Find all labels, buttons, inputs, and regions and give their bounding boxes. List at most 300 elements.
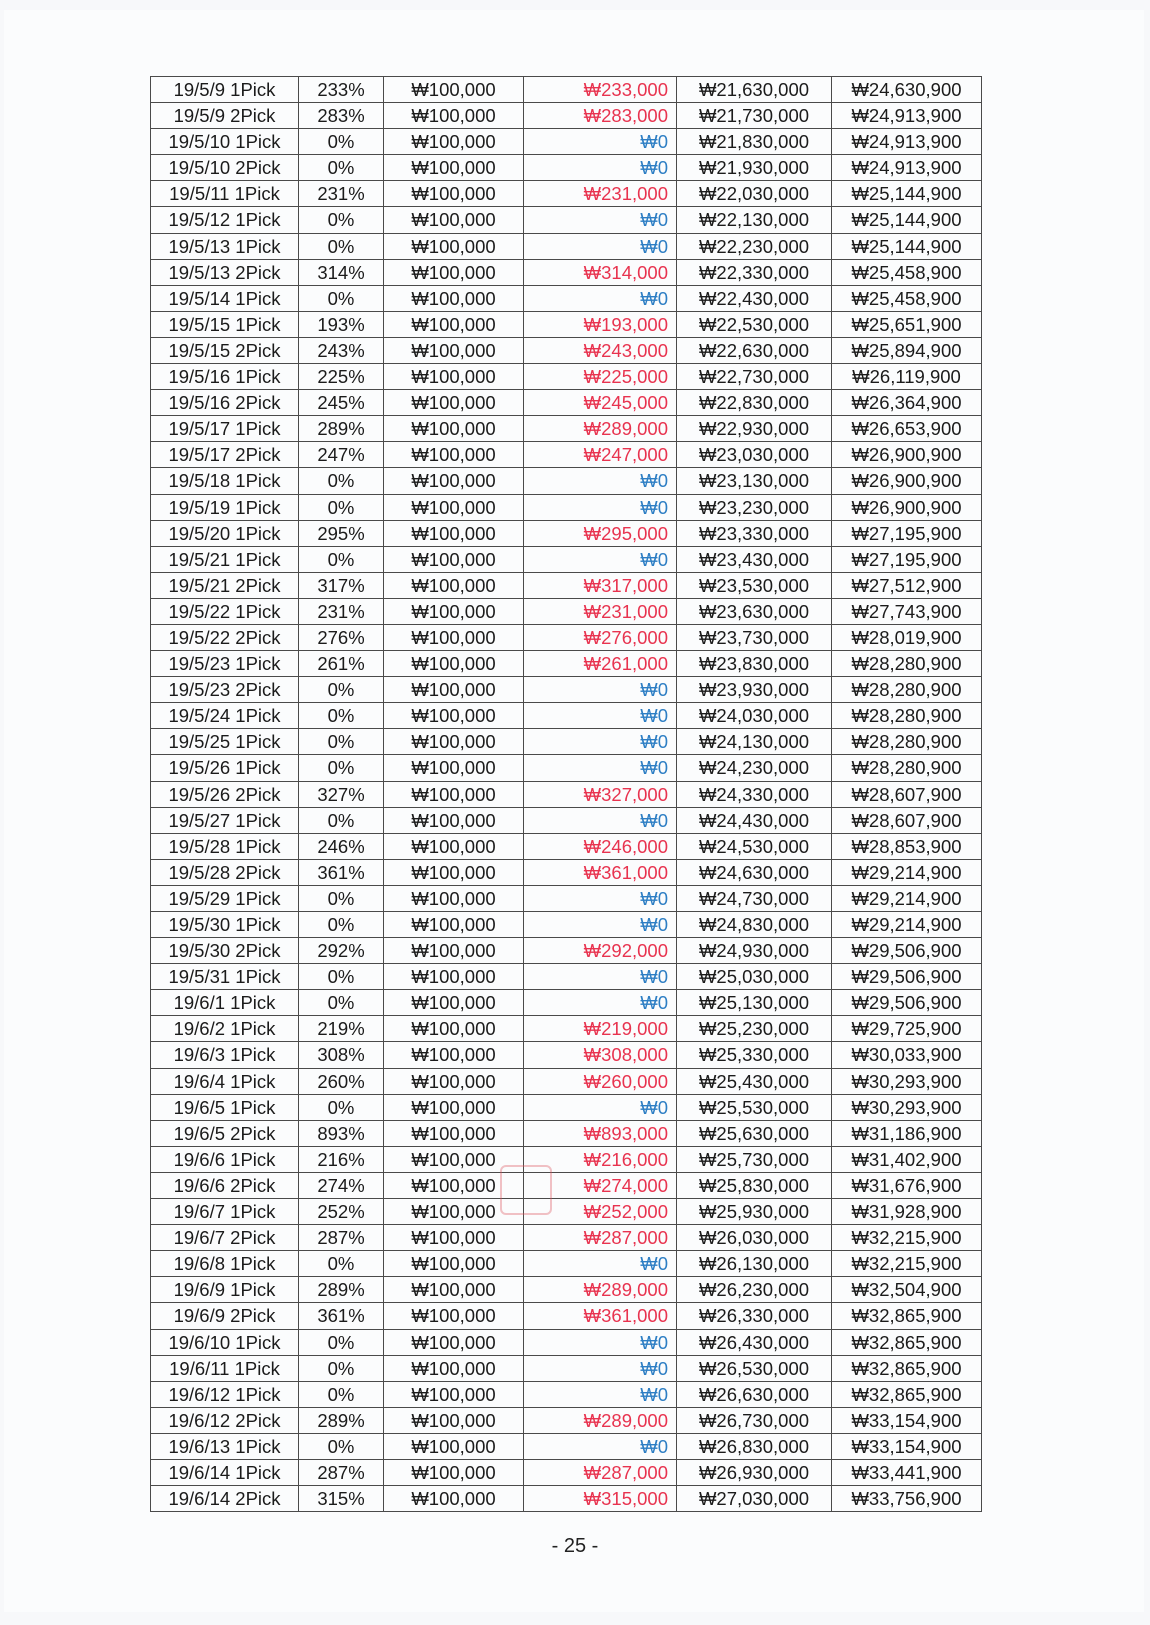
rate-cell: 0% xyxy=(299,233,384,259)
date-cell: 19/5/12 1Pick xyxy=(151,207,299,233)
cumulative-stake-cell: ₩25,830,000 xyxy=(677,1172,832,1198)
stake-cell: ₩100,000 xyxy=(384,129,524,155)
date-cell: 19/5/18 1Pick xyxy=(151,468,299,494)
cumulative-stake-cell: ₩26,130,000 xyxy=(677,1251,832,1277)
balance-cell: ₩26,900,900 xyxy=(832,468,982,494)
win-cell: ₩0 xyxy=(524,1355,677,1381)
date-cell: 19/5/24 1Pick xyxy=(151,703,299,729)
red-seal-stamp xyxy=(500,1165,552,1215)
rate-cell: 283% xyxy=(299,103,384,129)
stake-cell: ₩100,000 xyxy=(384,1355,524,1381)
table-row xyxy=(151,442,982,468)
date-cell: 19/5/19 1Pick xyxy=(151,494,299,520)
date-cell: 19/6/13 1Pick xyxy=(151,1433,299,1459)
balance-cell: ₩26,900,900 xyxy=(832,494,982,520)
stake-cell: ₩100,000 xyxy=(384,103,524,129)
rate-cell: 0% xyxy=(299,755,384,781)
rate-cell: 0% xyxy=(299,468,384,494)
cumulative-stake-cell: ₩21,730,000 xyxy=(677,103,832,129)
stake-cell: ₩100,000 xyxy=(384,259,524,285)
stake-cell: ₩100,000 xyxy=(384,1199,524,1225)
date-cell: 19/5/21 2Pick xyxy=(151,572,299,598)
win-cell: ₩246,000 xyxy=(524,833,677,859)
win-cell: ₩225,000 xyxy=(524,364,677,390)
rate-cell: 0% xyxy=(299,1094,384,1120)
rate-cell: 292% xyxy=(299,938,384,964)
rate-cell: 287% xyxy=(299,1459,384,1485)
rate-cell: 289% xyxy=(299,1277,384,1303)
table-row xyxy=(151,1068,982,1094)
balance-cell: ₩29,506,900 xyxy=(832,964,982,990)
rate-cell: 247% xyxy=(299,442,384,468)
cumulative-stake-cell: ₩24,230,000 xyxy=(677,755,832,781)
date-cell: 19/5/16 1Pick xyxy=(151,364,299,390)
table-row xyxy=(151,1407,982,1433)
table-row xyxy=(151,546,982,572)
cumulative-stake-cell: ₩25,230,000 xyxy=(677,1016,832,1042)
balance-cell: ₩26,653,900 xyxy=(832,416,982,442)
balance-cell: ₩24,630,900 xyxy=(832,77,982,103)
rate-cell: 0% xyxy=(299,494,384,520)
balance-cell: ₩30,293,900 xyxy=(832,1094,982,1120)
rate-cell: 0% xyxy=(299,207,384,233)
stake-cell: ₩100,000 xyxy=(384,781,524,807)
stake-cell: ₩100,000 xyxy=(384,1120,524,1146)
rate-cell: 0% xyxy=(299,729,384,755)
cumulative-stake-cell: ₩23,930,000 xyxy=(677,677,832,703)
balance-cell: ₩31,402,900 xyxy=(832,1146,982,1172)
date-cell: 19/5/23 1Pick xyxy=(151,651,299,677)
win-cell: ₩0 xyxy=(524,807,677,833)
rate-cell: 0% xyxy=(299,990,384,1016)
cumulative-stake-cell: ₩22,530,000 xyxy=(677,311,832,337)
rate-cell: 0% xyxy=(299,703,384,729)
balance-cell: ₩27,195,900 xyxy=(832,546,982,572)
table-row xyxy=(151,1486,982,1512)
cumulative-stake-cell: ₩26,930,000 xyxy=(677,1459,832,1485)
date-cell: 19/5/26 1Pick xyxy=(151,755,299,781)
cumulative-stake-cell: ₩21,930,000 xyxy=(677,155,832,181)
cumulative-stake-cell: ₩23,730,000 xyxy=(677,624,832,650)
table-row xyxy=(151,1172,982,1198)
table-row xyxy=(151,938,982,964)
table-row xyxy=(151,1303,982,1329)
table-row xyxy=(151,1199,982,1225)
rate-cell: 233% xyxy=(299,77,384,103)
stake-cell: ₩100,000 xyxy=(384,468,524,494)
win-cell: ₩327,000 xyxy=(524,781,677,807)
balance-cell: ₩25,144,900 xyxy=(832,233,982,259)
rate-cell: 245% xyxy=(299,390,384,416)
date-cell: 19/6/7 2Pick xyxy=(151,1225,299,1251)
table-row xyxy=(151,494,982,520)
rate-cell: 246% xyxy=(299,833,384,859)
date-cell: 19/5/22 1Pick xyxy=(151,598,299,624)
rate-cell: 243% xyxy=(299,337,384,363)
win-cell: ₩233,000 xyxy=(524,77,677,103)
balance-cell: ₩24,913,900 xyxy=(832,103,982,129)
balance-cell: ₩29,214,900 xyxy=(832,912,982,938)
cumulative-stake-cell: ₩23,030,000 xyxy=(677,442,832,468)
cumulative-stake-cell: ₩27,030,000 xyxy=(677,1486,832,1512)
cumulative-stake-cell: ₩22,930,000 xyxy=(677,416,832,442)
balance-cell: ₩28,280,900 xyxy=(832,677,982,703)
table-row xyxy=(151,337,982,363)
rate-cell: 0% xyxy=(299,1381,384,1407)
balance-cell: ₩27,743,900 xyxy=(832,598,982,624)
win-cell: ₩287,000 xyxy=(524,1225,677,1251)
date-cell: 19/6/12 2Pick xyxy=(151,1407,299,1433)
table-row xyxy=(151,624,982,650)
rate-cell: 893% xyxy=(299,1120,384,1146)
rate-cell: 0% xyxy=(299,1251,384,1277)
stake-cell: ₩100,000 xyxy=(384,77,524,103)
stake-cell: ₩100,000 xyxy=(384,233,524,259)
stake-cell: ₩100,000 xyxy=(384,546,524,572)
date-cell: 19/5/15 1Pick xyxy=(151,311,299,337)
stake-cell: ₩100,000 xyxy=(384,390,524,416)
win-cell: ₩0 xyxy=(524,990,677,1016)
table-row xyxy=(151,912,982,938)
ledger-body xyxy=(151,77,982,1512)
stake-cell: ₩100,000 xyxy=(384,181,524,207)
win-cell: ₩0 xyxy=(524,546,677,572)
page-number: - 25 - xyxy=(551,1535,599,1557)
date-cell: 19/5/30 2Pick xyxy=(151,938,299,964)
balance-cell: ₩26,900,900 xyxy=(832,442,982,468)
cumulative-stake-cell: ₩23,230,000 xyxy=(677,494,832,520)
cumulative-stake-cell: ₩25,430,000 xyxy=(677,1068,832,1094)
balance-cell: ₩32,215,900 xyxy=(832,1225,982,1251)
win-cell: ₩0 xyxy=(524,1094,677,1120)
rate-cell: 0% xyxy=(299,546,384,572)
win-cell: ₩315,000 xyxy=(524,1486,677,1512)
cumulative-stake-cell: ₩21,830,000 xyxy=(677,129,832,155)
cumulative-stake-cell: ₩22,030,000 xyxy=(677,181,832,207)
rate-cell: 314% xyxy=(299,259,384,285)
stake-cell: ₩100,000 xyxy=(384,677,524,703)
rate-cell: 225% xyxy=(299,364,384,390)
rate-cell: 193% xyxy=(299,311,384,337)
stake-cell: ₩100,000 xyxy=(384,1303,524,1329)
stake-cell: ₩100,000 xyxy=(384,1042,524,1068)
table-row xyxy=(151,1251,982,1277)
cumulative-stake-cell: ₩24,730,000 xyxy=(677,885,832,911)
stake-cell: ₩100,000 xyxy=(384,1329,524,1355)
table-row xyxy=(151,572,982,598)
win-cell: ₩219,000 xyxy=(524,1016,677,1042)
date-cell: 19/5/28 2Pick xyxy=(151,859,299,885)
date-cell: 19/6/11 1Pick xyxy=(151,1355,299,1381)
win-cell: ₩0 xyxy=(524,1381,677,1407)
win-cell: ₩361,000 xyxy=(524,859,677,885)
balance-cell: ₩25,458,900 xyxy=(832,285,982,311)
date-cell: 19/6/7 1Pick xyxy=(151,1199,299,1225)
win-cell: ₩193,000 xyxy=(524,311,677,337)
rate-cell: 252% xyxy=(299,1199,384,1225)
rate-cell: 0% xyxy=(299,1355,384,1381)
stake-cell: ₩100,000 xyxy=(384,285,524,311)
win-cell: ₩287,000 xyxy=(524,1459,677,1485)
rate-cell: 276% xyxy=(299,624,384,650)
cumulative-stake-cell: ₩22,430,000 xyxy=(677,285,832,311)
cumulative-stake-cell: ₩25,130,000 xyxy=(677,990,832,1016)
table-row xyxy=(151,1094,982,1120)
balance-cell: ₩25,458,900 xyxy=(832,259,982,285)
stake-cell: ₩100,000 xyxy=(384,1172,524,1198)
stake-cell: ₩100,000 xyxy=(384,807,524,833)
date-cell: 19/5/14 1Pick xyxy=(151,285,299,311)
table-row xyxy=(151,468,982,494)
table-row xyxy=(151,651,982,677)
rate-cell: 0% xyxy=(299,807,384,833)
date-cell: 19/5/21 1Pick xyxy=(151,546,299,572)
date-cell: 19/5/28 1Pick xyxy=(151,833,299,859)
cumulative-stake-cell: ₩25,630,000 xyxy=(677,1120,832,1146)
win-cell: ₩245,000 xyxy=(524,390,677,416)
win-cell: ₩0 xyxy=(524,677,677,703)
balance-cell: ₩28,607,900 xyxy=(832,781,982,807)
balance-cell: ₩32,865,900 xyxy=(832,1329,982,1355)
date-cell: 19/5/27 1Pick xyxy=(151,807,299,833)
date-cell: 19/5/13 1Pick xyxy=(151,233,299,259)
table-row xyxy=(151,677,982,703)
cumulative-stake-cell: ₩23,430,000 xyxy=(677,546,832,572)
balance-cell: ₩32,504,900 xyxy=(832,1277,982,1303)
win-cell: ₩0 xyxy=(524,207,677,233)
rate-cell: 0% xyxy=(299,677,384,703)
table-row xyxy=(151,233,982,259)
win-cell: ₩247,000 xyxy=(524,442,677,468)
win-cell: ₩317,000 xyxy=(524,572,677,598)
win-cell: ₩295,000 xyxy=(524,520,677,546)
stake-cell: ₩100,000 xyxy=(384,1381,524,1407)
date-cell: 19/5/10 2Pick xyxy=(151,155,299,181)
table-row xyxy=(151,155,982,181)
balance-cell: ₩28,280,900 xyxy=(832,729,982,755)
betting-ledger-table xyxy=(150,76,982,1512)
date-cell: 19/6/9 2Pick xyxy=(151,1303,299,1329)
stake-cell: ₩100,000 xyxy=(384,337,524,363)
stake-cell: ₩100,000 xyxy=(384,155,524,181)
rate-cell: 295% xyxy=(299,520,384,546)
table-row xyxy=(151,1277,982,1303)
date-cell: 19/5/9 2Pick xyxy=(151,103,299,129)
cumulative-stake-cell: ₩23,330,000 xyxy=(677,520,832,546)
table-row xyxy=(151,181,982,207)
cumulative-stake-cell: ₩24,630,000 xyxy=(677,859,832,885)
balance-cell: ₩27,195,900 xyxy=(832,520,982,546)
stake-cell: ₩100,000 xyxy=(384,990,524,1016)
date-cell: 19/6/4 1Pick xyxy=(151,1068,299,1094)
rate-cell: 0% xyxy=(299,155,384,181)
cumulative-stake-cell: ₩25,930,000 xyxy=(677,1199,832,1225)
stake-cell: ₩100,000 xyxy=(384,311,524,337)
win-cell: ₩0 xyxy=(524,1251,677,1277)
cumulative-stake-cell: ₩25,530,000 xyxy=(677,1094,832,1120)
rate-cell: 0% xyxy=(299,912,384,938)
cumulative-stake-cell: ₩21,630,000 xyxy=(677,77,832,103)
rate-cell: 327% xyxy=(299,781,384,807)
balance-cell: ₩28,280,900 xyxy=(832,651,982,677)
rate-cell: 231% xyxy=(299,181,384,207)
balance-cell: ₩28,019,900 xyxy=(832,624,982,650)
table-row xyxy=(151,1225,982,1251)
balance-cell: ₩28,280,900 xyxy=(832,703,982,729)
date-cell: 19/5/22 2Pick xyxy=(151,624,299,650)
stake-cell: ₩100,000 xyxy=(384,1277,524,1303)
stake-cell: ₩100,000 xyxy=(384,1146,524,1172)
balance-cell: ₩32,865,900 xyxy=(832,1355,982,1381)
date-cell: 19/6/14 2Pick xyxy=(151,1486,299,1512)
date-cell: 19/6/5 1Pick xyxy=(151,1094,299,1120)
cumulative-stake-cell: ₩26,830,000 xyxy=(677,1433,832,1459)
balance-cell: ₩31,676,900 xyxy=(832,1172,982,1198)
balance-cell: ₩27,512,900 xyxy=(832,572,982,598)
date-cell: 19/5/23 2Pick xyxy=(151,677,299,703)
stake-cell: ₩100,000 xyxy=(384,572,524,598)
cumulative-stake-cell: ₩26,730,000 xyxy=(677,1407,832,1433)
rate-cell: 287% xyxy=(299,1225,384,1251)
date-cell: 19/6/14 1Pick xyxy=(151,1459,299,1485)
table-row xyxy=(151,703,982,729)
stake-cell: ₩100,000 xyxy=(384,938,524,964)
cumulative-stake-cell: ₩24,330,000 xyxy=(677,781,832,807)
table-row xyxy=(151,77,982,103)
balance-cell: ₩24,913,900 xyxy=(832,129,982,155)
cumulative-stake-cell: ₩22,130,000 xyxy=(677,207,832,233)
date-cell: 19/5/13 2Pick xyxy=(151,259,299,285)
stake-cell: ₩100,000 xyxy=(384,494,524,520)
table-row xyxy=(151,1381,982,1407)
table-row xyxy=(151,1355,982,1381)
rate-cell: 0% xyxy=(299,885,384,911)
win-cell: ₩893,000 xyxy=(524,1120,677,1146)
cumulative-stake-cell: ₩24,130,000 xyxy=(677,729,832,755)
stake-cell: ₩100,000 xyxy=(384,364,524,390)
win-cell: ₩289,000 xyxy=(524,416,677,442)
stake-cell: ₩100,000 xyxy=(384,1225,524,1251)
stake-cell: ₩100,000 xyxy=(384,442,524,468)
date-cell: 19/6/2 1Pick xyxy=(151,1016,299,1042)
win-cell: ₩0 xyxy=(524,755,677,781)
stake-cell: ₩100,000 xyxy=(384,1486,524,1512)
rate-cell: 289% xyxy=(299,416,384,442)
cumulative-stake-cell: ₩22,630,000 xyxy=(677,337,832,363)
table-row xyxy=(151,520,982,546)
rate-cell: 317% xyxy=(299,572,384,598)
table-row xyxy=(151,807,982,833)
balance-cell: ₩31,928,900 xyxy=(832,1199,982,1225)
table-row xyxy=(151,390,982,416)
date-cell: 19/5/20 1Pick xyxy=(151,520,299,546)
cumulative-stake-cell: ₩23,130,000 xyxy=(677,468,832,494)
rate-cell: 274% xyxy=(299,1172,384,1198)
balance-cell: ₩25,651,900 xyxy=(832,311,982,337)
cumulative-stake-cell: ₩24,830,000 xyxy=(677,912,832,938)
balance-cell: ₩33,441,900 xyxy=(832,1459,982,1485)
cumulative-stake-cell: ₩24,430,000 xyxy=(677,807,832,833)
date-cell: 19/6/6 1Pick xyxy=(151,1146,299,1172)
win-cell: ₩0 xyxy=(524,468,677,494)
rate-cell: 0% xyxy=(299,1329,384,1355)
balance-cell: ₩29,506,900 xyxy=(832,990,982,1016)
table-row xyxy=(151,755,982,781)
balance-cell: ₩33,154,900 xyxy=(832,1407,982,1433)
table-row xyxy=(151,1146,982,1172)
win-cell: ₩0 xyxy=(524,885,677,911)
date-cell: 19/6/12 1Pick xyxy=(151,1381,299,1407)
table-row xyxy=(151,781,982,807)
cumulative-stake-cell: ₩26,430,000 xyxy=(677,1329,832,1355)
win-cell: ₩243,000 xyxy=(524,337,677,363)
win-cell: ₩231,000 xyxy=(524,181,677,207)
cumulative-stake-cell: ₩25,730,000 xyxy=(677,1146,832,1172)
table-row xyxy=(151,207,982,233)
cumulative-stake-cell: ₩22,330,000 xyxy=(677,259,832,285)
table-row xyxy=(151,1042,982,1068)
table-row xyxy=(151,1016,982,1042)
rate-cell: 261% xyxy=(299,651,384,677)
stake-cell: ₩100,000 xyxy=(384,1068,524,1094)
date-cell: 19/5/25 1Pick xyxy=(151,729,299,755)
win-cell: ₩0 xyxy=(524,729,677,755)
cumulative-stake-cell: ₩22,830,000 xyxy=(677,390,832,416)
stake-cell: ₩100,000 xyxy=(384,1459,524,1485)
balance-cell: ₩28,607,900 xyxy=(832,807,982,833)
win-cell: ₩292,000 xyxy=(524,938,677,964)
date-cell: 19/5/26 2Pick xyxy=(151,781,299,807)
cumulative-stake-cell: ₩26,030,000 xyxy=(677,1225,832,1251)
table-row xyxy=(151,103,982,129)
table-row xyxy=(151,364,982,390)
date-cell: 19/5/10 1Pick xyxy=(151,129,299,155)
cumulative-stake-cell: ₩26,230,000 xyxy=(677,1277,832,1303)
balance-cell: ₩33,154,900 xyxy=(832,1433,982,1459)
balance-cell: ₩28,853,900 xyxy=(832,833,982,859)
win-cell: ₩0 xyxy=(524,964,677,990)
cumulative-stake-cell: ₩23,830,000 xyxy=(677,651,832,677)
cumulative-stake-cell: ₩26,530,000 xyxy=(677,1355,832,1381)
win-cell: ₩0 xyxy=(524,233,677,259)
stake-cell: ₩100,000 xyxy=(384,651,524,677)
rate-cell: 361% xyxy=(299,859,384,885)
date-cell: 19/6/3 1Pick xyxy=(151,1042,299,1068)
cumulative-stake-cell: ₩22,230,000 xyxy=(677,233,832,259)
table-row xyxy=(151,1120,982,1146)
rate-cell: 0% xyxy=(299,285,384,311)
stake-cell: ₩100,000 xyxy=(384,703,524,729)
win-cell: ₩308,000 xyxy=(524,1042,677,1068)
balance-cell: ₩29,214,900 xyxy=(832,885,982,911)
date-cell: 19/6/5 2Pick xyxy=(151,1120,299,1146)
win-cell: ₩276,000 xyxy=(524,624,677,650)
stake-cell: ₩100,000 xyxy=(384,1251,524,1277)
rate-cell: 0% xyxy=(299,1433,384,1459)
stake-cell: ₩100,000 xyxy=(384,912,524,938)
win-cell: ₩260,000 xyxy=(524,1068,677,1094)
cumulative-stake-cell: ₩26,330,000 xyxy=(677,1303,832,1329)
date-cell: 19/5/17 2Pick xyxy=(151,442,299,468)
date-cell: 19/5/31 1Pick xyxy=(151,964,299,990)
balance-cell: ₩29,725,900 xyxy=(832,1016,982,1042)
balance-cell: ₩24,913,900 xyxy=(832,155,982,181)
win-cell: ₩289,000 xyxy=(524,1407,677,1433)
win-cell: ₩0 xyxy=(524,285,677,311)
rate-cell: 289% xyxy=(299,1407,384,1433)
table-row xyxy=(151,964,982,990)
stake-cell: ₩100,000 xyxy=(384,1094,524,1120)
